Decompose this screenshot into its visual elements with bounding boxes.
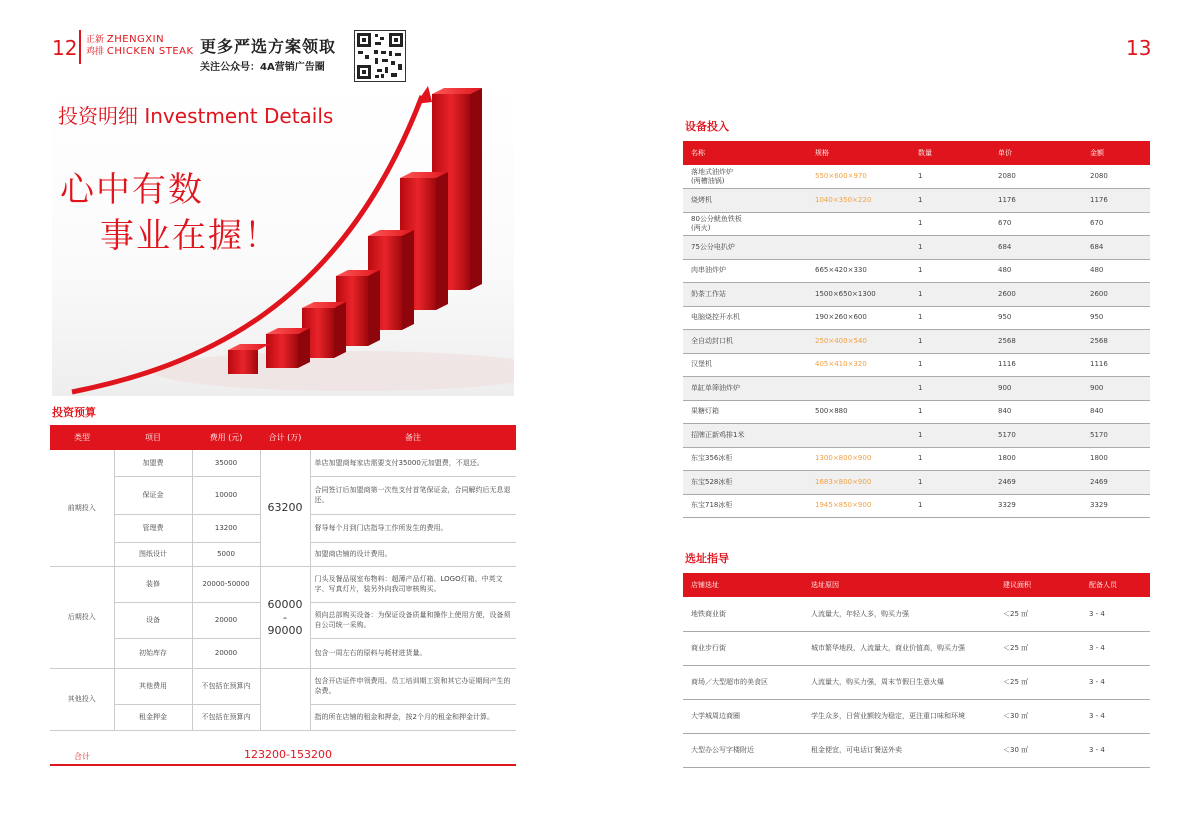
equip-amount: 684: [1082, 236, 1150, 260]
equip-spec: 665×420×330: [807, 259, 910, 283]
budget-note: 须向总部购买设备：为保证设备质量和操作上使用方便，设备须自公司统一采购。: [310, 602, 516, 638]
site-staff: 3 - 4: [1081, 597, 1150, 631]
site-location: 大型办公写字楼附近: [683, 733, 803, 767]
equip-name: 单缸单筛油炸炉: [683, 377, 807, 401]
budget-total: 60000 - 90000: [260, 566, 310, 668]
equip-name: 东宝356冰柜: [683, 447, 807, 471]
table-row: [683, 236, 1150, 260]
equip-amount: 480: [1082, 259, 1150, 283]
table-row: [683, 353, 1150, 377]
site-table: [683, 573, 1150, 768]
equip-price: 1176: [990, 189, 1082, 213]
budget-cost: 20000-50000: [192, 566, 260, 602]
equip-name: 电脑烧控开水机: [683, 306, 807, 330]
site-col-location: 店铺选址: [683, 573, 803, 597]
table-row: [683, 283, 1150, 307]
site-reason: 人流量大，年轻人多，购买力强: [803, 597, 995, 631]
equip-spec: 1300×800×900: [807, 447, 910, 471]
equip-name: 烧烤机: [683, 189, 807, 213]
equip-spec: 250×400×540: [807, 330, 910, 354]
equip-qty: 1: [910, 424, 990, 448]
budget-col-item: 项目: [114, 425, 192, 450]
budget-item: 租金押金: [114, 704, 192, 730]
equip-price: 684: [990, 236, 1082, 260]
equip-spec: [807, 212, 910, 236]
page-number-left: 12: [52, 36, 78, 60]
budget-note: 合同签订后加盟商第一次性支付首笔保证金，合同解约后无息退还。: [310, 476, 516, 514]
budget-table: [50, 425, 516, 731]
equip-qty: 1: [910, 400, 990, 424]
site-area: ＜30 ㎡: [995, 733, 1081, 767]
equip-price: 1116: [990, 353, 1082, 377]
table-row: [683, 330, 1150, 354]
budget-item: 加盟费: [114, 450, 192, 476]
equip-spec: 1500×650×1300: [807, 283, 910, 307]
table-row: [683, 447, 1150, 471]
promo-headline: 更多严选方案领取: [200, 37, 337, 56]
budget-total: [260, 668, 310, 730]
equip-spec: [807, 236, 910, 260]
table-row: [683, 699, 1150, 733]
budget-item: 管理费: [114, 514, 192, 542]
equip-col-qty: 数量: [910, 141, 990, 165]
equipment-header-row: [683, 141, 1150, 165]
equip-price: 5170: [990, 424, 1082, 448]
budget-note: 包含开店证件申领费用、员工培训期工资和其它办证期间产生的杂费。: [310, 668, 516, 704]
equip-spec: [807, 424, 910, 448]
equip-qty: 1: [910, 306, 990, 330]
equip-price: 3329: [990, 494, 1082, 518]
equip-qty: 1: [910, 189, 990, 213]
equip-price: 950: [990, 306, 1082, 330]
equip-name: 全自动封口机: [683, 330, 807, 354]
site-staff: 3 - 4: [1081, 699, 1150, 733]
site-area: ＜30 ㎡: [995, 699, 1081, 733]
equip-price: 670: [990, 212, 1082, 236]
equip-name: 东宝718冰柜: [683, 494, 807, 518]
equip-amount: 2080: [1082, 165, 1150, 189]
equip-price: 2600: [990, 283, 1082, 307]
budget-cost: 13200: [192, 514, 260, 542]
table-row: [683, 189, 1150, 213]
budget-note: 单店加盟商每家店需要支付35000元加盟费，不退还。: [310, 450, 516, 476]
site-staff: 3 - 4: [1081, 631, 1150, 665]
equip-amount: 950: [1082, 306, 1150, 330]
equip-qty: 1: [910, 165, 990, 189]
site-section-title: 选址指导: [685, 552, 729, 565]
equip-spec: 1040×350×220: [807, 189, 910, 213]
equip-price: 2469: [990, 471, 1082, 495]
equip-spec: 190×260×600: [807, 306, 910, 330]
equip-col-amount: 金额: [1082, 141, 1150, 165]
budget-item: 图纸设计: [114, 542, 192, 566]
table-row: [683, 733, 1150, 767]
equip-amount: 840: [1082, 400, 1150, 424]
budget-cost: 20000: [192, 638, 260, 668]
equipment-section-title: 设备投入: [685, 120, 729, 133]
equip-qty: 1: [910, 494, 990, 518]
site-reason: 城市繁华地段，人流量大，商业价值高，购买力强: [803, 631, 995, 665]
equip-amount: 670: [1082, 212, 1150, 236]
budget-item: 设备: [114, 602, 192, 638]
equip-col-name: 名称: [683, 141, 807, 165]
budget-col-type: 类型: [50, 425, 114, 450]
equip-price: 2568: [990, 330, 1082, 354]
hero-title: 投资明细 Investment Details: [58, 104, 334, 128]
budget-col-note: 备注: [310, 425, 516, 450]
equip-qty: 1: [910, 212, 990, 236]
brand-logo: 正新 ZHENGXIN 鸡排 CHICKEN STEAK: [86, 34, 194, 57]
equip-qty: 1: [910, 447, 990, 471]
equip-spec: 1945×850×900: [807, 494, 910, 518]
budget-note: 指的所在店铺的租金和押金，按2个月的租金和押金计算。: [310, 704, 516, 730]
budget-note: 门头及餐品展室布物料：超薄产品灯箱、LOGO灯箱、中英文字、写真灯片，装另外向我司审核购买。: [310, 566, 516, 602]
budget-section-title: 投资预算: [52, 406, 96, 419]
table-row: [683, 306, 1150, 330]
budget-type-cell: 前期投入: [50, 450, 114, 566]
budget-item: 保证金: [114, 476, 192, 514]
table-row: [50, 450, 516, 476]
budget-cost: 不包括在预算内: [192, 704, 260, 730]
site-location: 大学城周边商圈: [683, 699, 803, 733]
table-row: [683, 400, 1150, 424]
table-row: [683, 212, 1150, 236]
site-area: ＜25 ㎡: [995, 631, 1081, 665]
equip-amount: 1800: [1082, 447, 1150, 471]
equip-price: 1800: [990, 447, 1082, 471]
equip-amount: 1116: [1082, 353, 1150, 377]
site-reason: 租金便宜，可电话订餐送外卖: [803, 733, 995, 767]
site-location: 商场／大型超市的美食区: [683, 665, 803, 699]
table-row: [683, 631, 1150, 665]
table-row: [683, 259, 1150, 283]
table-row: [683, 494, 1150, 518]
equip-col-price: 单价: [990, 141, 1082, 165]
budget-col-cost: 费用 (元): [192, 425, 260, 450]
site-col-staff: 配备人员: [1081, 573, 1150, 597]
site-col-reason: 选址原因: [803, 573, 995, 597]
qr-code-icon: [354, 30, 406, 82]
budget-item: 初始库存: [114, 638, 192, 668]
site-reason: 人流量大，购买力强，周末节假日生意火爆: [803, 665, 995, 699]
table-row: [683, 471, 1150, 495]
equip-spec: 500×880: [807, 400, 910, 424]
table-row: [683, 165, 1150, 189]
equip-amount: 1176: [1082, 189, 1150, 213]
header-divider: [79, 30, 81, 64]
equip-col-spec: 规格: [807, 141, 910, 165]
budget-sum-value: 123200-153200: [244, 748, 332, 761]
site-location: 地铁商业街: [683, 597, 803, 631]
equip-name: 汉堡机: [683, 353, 807, 377]
budget-cost: 10000: [192, 476, 260, 514]
equip-amount: 900: [1082, 377, 1150, 401]
table-row: [683, 424, 1150, 448]
equip-name: 东宝528冰柜: [683, 471, 807, 495]
budget-col-total: 合计 (万): [260, 425, 310, 450]
budget-type-cell: 后期投入: [50, 566, 114, 668]
budget-note: 包含一周左右的原料与耗材进货量。: [310, 638, 516, 668]
equip-qty: 1: [910, 353, 990, 377]
site-staff: 3 - 4: [1081, 665, 1150, 699]
site-location: 商业步行街: [683, 631, 803, 665]
equip-spec: [807, 377, 910, 401]
budget-note: 加盟商店铺的设计费用。: [310, 542, 516, 566]
equip-price: 2080: [990, 165, 1082, 189]
equip-qty: 1: [910, 330, 990, 354]
table-row: [683, 377, 1150, 401]
equip-qty: 1: [910, 236, 990, 260]
hero-slogan-line1: 心中有数: [60, 170, 204, 210]
equip-price: 840: [990, 400, 1082, 424]
table-row: [50, 668, 516, 704]
page-number-right: 13: [1126, 36, 1152, 60]
equip-name: 落地式油炸炉 (两槽油锅): [683, 165, 807, 189]
equip-qty: 1: [910, 377, 990, 401]
site-area: ＜25 ㎡: [995, 597, 1081, 631]
equip-price: 480: [990, 259, 1082, 283]
equip-qty: 1: [910, 259, 990, 283]
budget-total: 63200: [260, 450, 310, 566]
promo-subline: 关注公众号：4A营销广告圈: [200, 62, 325, 73]
site-reason: 学生众多，日营业额较为稳定，更注重口味和环境: [803, 699, 995, 733]
budget-cost: 不包括在预算内: [192, 668, 260, 704]
site-area: ＜25 ㎡: [995, 665, 1081, 699]
budget-cost: 5000: [192, 542, 260, 566]
budget-sum-label: 合计: [74, 752, 90, 761]
equip-name: 75公分电扒炉: [683, 236, 807, 260]
equipment-table: [683, 141, 1150, 518]
budget-item: 装修: [114, 566, 192, 602]
equip-amount: 2469: [1082, 471, 1150, 495]
equip-name: 招牌正新鸡排1米: [683, 424, 807, 448]
budget-item: 其他费用: [114, 668, 192, 704]
equip-name: 80公分鱿鱼铁板 (两火): [683, 212, 807, 236]
budget-type-cell: 其他投入: [50, 668, 114, 730]
equip-amount: 3329: [1082, 494, 1150, 518]
budget-cost: 35000: [192, 450, 260, 476]
equip-amount: 5170: [1082, 424, 1150, 448]
equip-qty: 1: [910, 471, 990, 495]
site-col-area: 建议面积: [995, 573, 1081, 597]
budget-cost: 20000: [192, 602, 260, 638]
table-row: [683, 665, 1150, 699]
equip-spec: 405×410×320: [807, 353, 910, 377]
equip-price: 900: [990, 377, 1082, 401]
equip-name: 肉串油炸炉: [683, 259, 807, 283]
table-row: [683, 597, 1150, 631]
equip-amount: 2600: [1082, 283, 1150, 307]
equip-qty: 1: [910, 283, 990, 307]
equip-spec: 1683×800×900: [807, 471, 910, 495]
hero-slogan-line2: 事业在握！: [100, 216, 280, 256]
site-staff: 3 - 4: [1081, 733, 1150, 767]
equip-amount: 2568: [1082, 330, 1150, 354]
equip-spec: 550×600×970: [807, 165, 910, 189]
budget-note: 督导每个月到门店指导工作所发生的费用。: [310, 514, 516, 542]
budget-header-row: [50, 425, 516, 450]
table-row: [50, 566, 516, 602]
site-header-row: [683, 573, 1150, 597]
equip-name: 果糖灯箱: [683, 400, 807, 424]
equip-name: 奶茶工作站: [683, 283, 807, 307]
